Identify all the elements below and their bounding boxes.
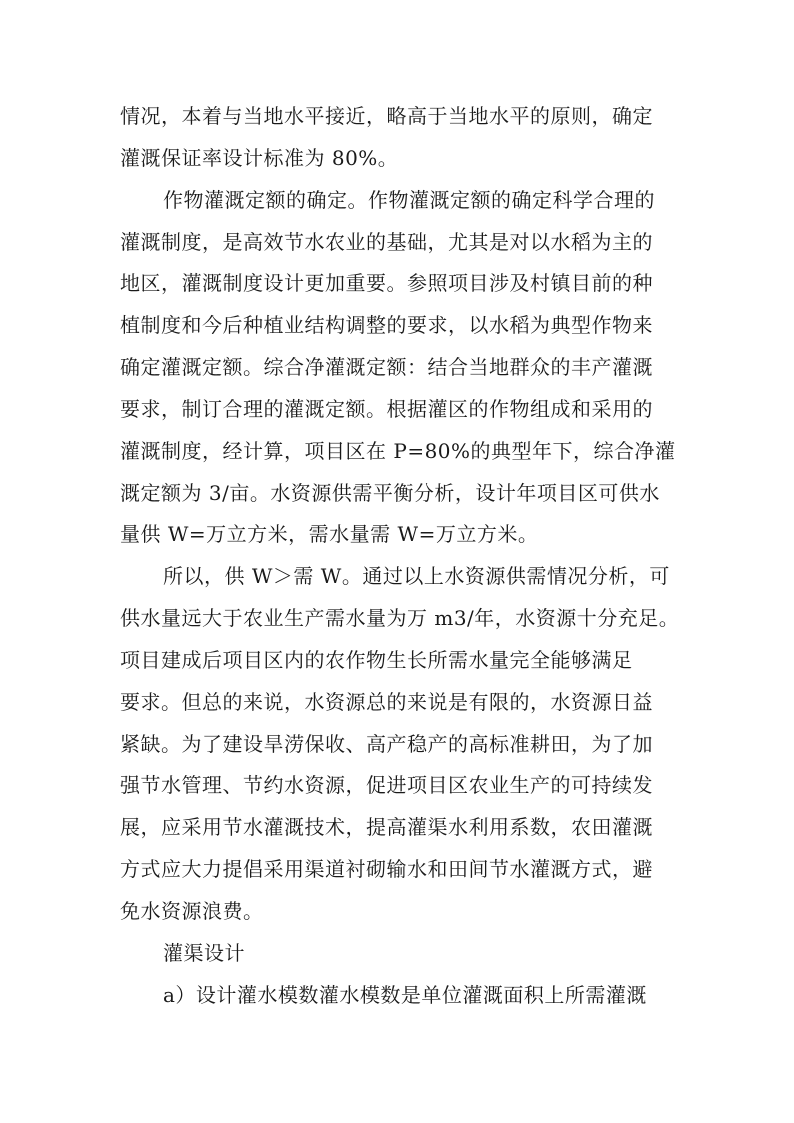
text-line-13: 供水量远大于农业生产需水量为万 m3/年，水资源十分充足。 [120,606,680,630]
text-line-17: 强节水管理、节约水资源，促进项目区农业生产的可持续发 [120,773,653,797]
text-line-20: 免水资源浪费。 [120,899,264,923]
paragraph-start-line-12: 所以，供 W＞需 W。通过以上水资源供需情况分析，可 [163,564,670,588]
text-line-11: 量供 W=万立方米，需水量需 W=万立方米。 [120,522,539,546]
text-line-15: 要求。但总的来说，水资源总的来说是有限的，水资源日益 [120,690,653,714]
text-line-8: 要求，制订合理的灌溉定额。根据灌区的作物组成和采用的 [120,397,653,421]
text-line-9: 灌溉制度，经计算，项目区在 P=80%的典型年下，综合净灌 [120,439,676,463]
text-line-6: 植制度和今后种植业结构调整的要求，以水稻为典型作物来 [120,313,653,337]
text-line-2: 灌溉保证率设计标准为 80%。 [120,146,399,170]
text-line-19: 方式应大力提倡采用渠道衬砌输水和田间节水灌溉方式，避 [120,857,653,881]
text-line-10: 溉定额为 3/亩。水资源供需平衡分析，设计年项目区可供水 [120,481,660,505]
list-item-a: a）设计灌水模数灌水模数是单位灌溉面积上所需灌溉 [163,983,647,1007]
text-line-4: 灌溉制度，是高效节水农业的基础，尤其是对以水稻为主的 [120,230,653,254]
text-line-7: 确定灌溉定额。综合净灌溉定额：结合当地群众的丰产灌溉 [120,355,653,379]
text-line-14: 项目建成后项目区内的农作物生长所需水量完全能够满足 [120,648,633,672]
paragraph-start-line-3: 作物灌溉定额的确定。作物灌溉定额的确定科学合理的 [163,188,655,212]
text-line-16: 紧缺。为了建设旱涝保收、高产稳产的高标准耕田，为了加 [120,732,653,756]
section-heading: 灌渠设计 [163,941,245,965]
text-line-5: 地区，灌溉制度设计更加重要。参照项目涉及村镇目前的种 [120,271,653,295]
text-line-18: 展，应采用节水灌溉技术，提高灌渠水利用系数，农田灌溉 [120,815,653,839]
text-line-1: 情况，本着与当地水平接近，略高于当地水平的原则，确定 [120,104,653,128]
